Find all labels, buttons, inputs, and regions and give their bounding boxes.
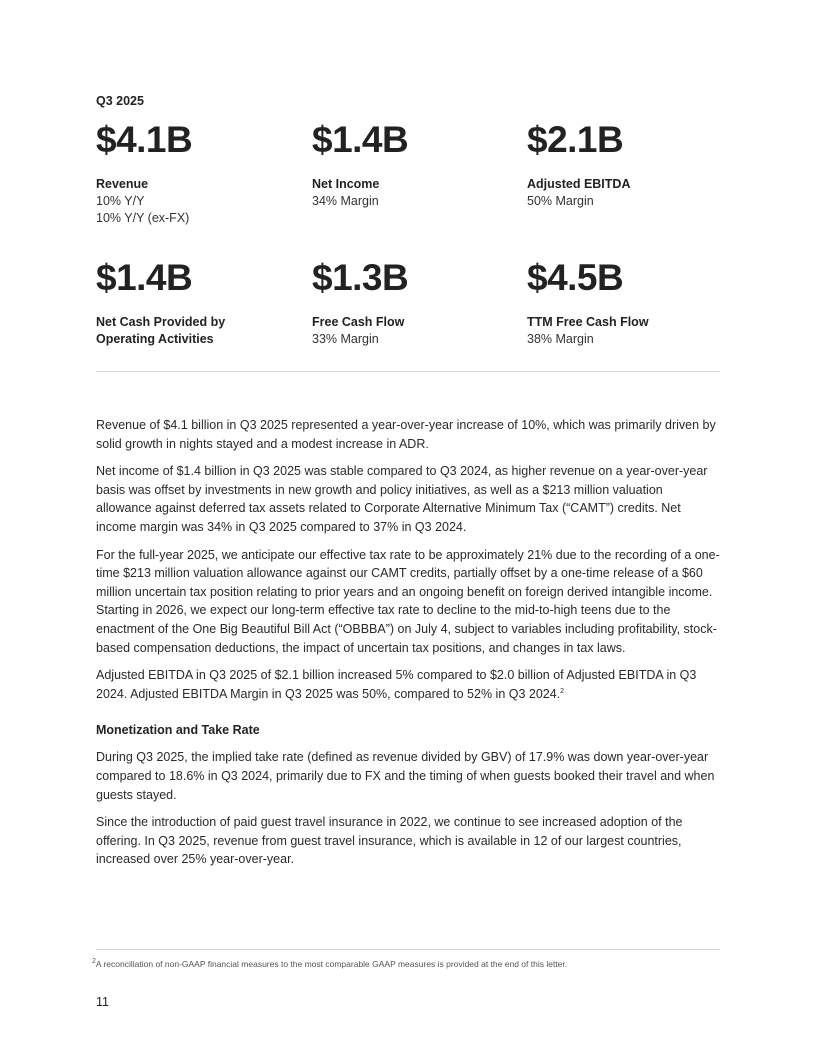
- paragraph-net-income: Net income of $1.4 billion in Q3 2025 was stable compared to Q3 2024, as higher revenue on a year-over-year basis was offset by investments in new growth and policy initiatives, as well as a $213 million valuation allowance against deferred tax assets related to Corporate Alternative Minimum Tax (“CAMT”) credits. Net income margin was 34% in Q3 2025 compared to 37% in Q3 2024.: [96, 464, 708, 534]
- paragraph-adjusted-ebitda-text: Adjusted EBITDA in Q3 2025 of $2.1 billion increased 5% compared to $2.0 billion of Adjusted EBITDA in Q3 2024. Adjusted EBITDA Margin in Q3 2025 was 50%, compared to 52% in Q3 2024.: [96, 668, 697, 701]
- metric-net-income: [312, 120, 512, 210]
- body-text: [96, 416, 720, 878]
- section-divider: [96, 371, 720, 372]
- paragraph-travel-insurance: Since the introduction of paid guest travel insurance in 2022, we continue to see increased adoption of the offering. In Q3 2025, revenue from guest travel insurance, which is available in 12 of our largest countries, increased over 25% year-over-year.: [96, 815, 683, 867]
- footnote-marker: 2: [92, 958, 96, 966]
- metric-sub: 10% Y/Y: [96, 194, 145, 208]
- footnote-text: A reconciliation of non-GAAP financial measures to the most comparable GAAP measures is provided at the end of this letter.: [95, 959, 568, 969]
- section-heading-monetization: Monetization and Take Rate: [96, 723, 260, 738]
- metric-sub: 50% Margin: [527, 194, 594, 208]
- footnote-divider: [96, 949, 720, 950]
- metric-value: $4.5B: [527, 257, 624, 298]
- metric-value: $1.4B: [312, 119, 409, 160]
- paragraph-take-rate: During Q3 2025, the implied take rate (defined as revenue divided by GBV) of 17.9% was down year-over-year compared to 18.6% in Q3 2024, primarily due to FX and the timing of when guests booked their travel and when guests stayed.: [96, 750, 715, 802]
- metric-revenue: [96, 120, 296, 226]
- metric-value: $1.4B: [96, 257, 193, 298]
- metric-operating-cash: [96, 258, 256, 348]
- page-number: 11: [96, 995, 109, 1009]
- metric-sub: 33% Margin: [312, 332, 379, 346]
- paragraph-revenue: Revenue of $4.1 billion in Q3 2025 represented a year-over-year increase of 10%, which was primarily driven by solid growth in nights stayed and a modest increase in ADR.: [96, 418, 716, 451]
- metric-adjusted-ebitda: [527, 120, 727, 210]
- metric-label: Revenue: [96, 177, 149, 191]
- period-label: Q3 2025: [96, 94, 144, 108]
- footnote: [92, 959, 567, 969]
- metric-value: $4.1B: [96, 119, 193, 160]
- paragraph-adjusted-ebitda: [96, 666, 720, 703]
- metric-label: Net Income: [312, 177, 380, 191]
- paragraph-tax-rate: For the full-year 2025, we anticipate our effective tax rate to be approximately 21% due to the recording of a one-time $213 million valuation allowance against our CAMT credits, partially offset by a one-time release of a $60 million uncertain tax position relating to prior years and an ongoing benefit on foreign derived intangible income. Starting in 2026, we expect our long-term effective tax rate to decline to the mid-to-high teens due to the enactment of the One Big Beautiful Bill Act (“OBBBA”) on July 4, subject to variables including profitability, stock-based compensation deductions, the impact of uncertain tax positions, and changes in tax laws.: [96, 547, 720, 655]
- footnote-ref: 2: [560, 687, 565, 695]
- metric-label: Free Cash Flow: [312, 315, 405, 329]
- metric-sub: 38% Margin: [527, 332, 594, 346]
- metric-value: $1.3B: [312, 257, 409, 298]
- metric-free-cash-flow: [312, 258, 512, 348]
- metric-label: Net Cash Provided by Operating Activities: [96, 315, 226, 346]
- metric-value: $2.1B: [527, 119, 624, 160]
- metric-label: Adjusted EBITDA: [527, 177, 631, 191]
- metric-ttm-free-cash-flow: [527, 258, 727, 348]
- metric-sub: 34% Margin: [312, 194, 379, 208]
- metric-sub: 10% Y/Y (ex-FX): [96, 210, 190, 225]
- metric-label: TTM Free Cash Flow: [527, 315, 649, 329]
